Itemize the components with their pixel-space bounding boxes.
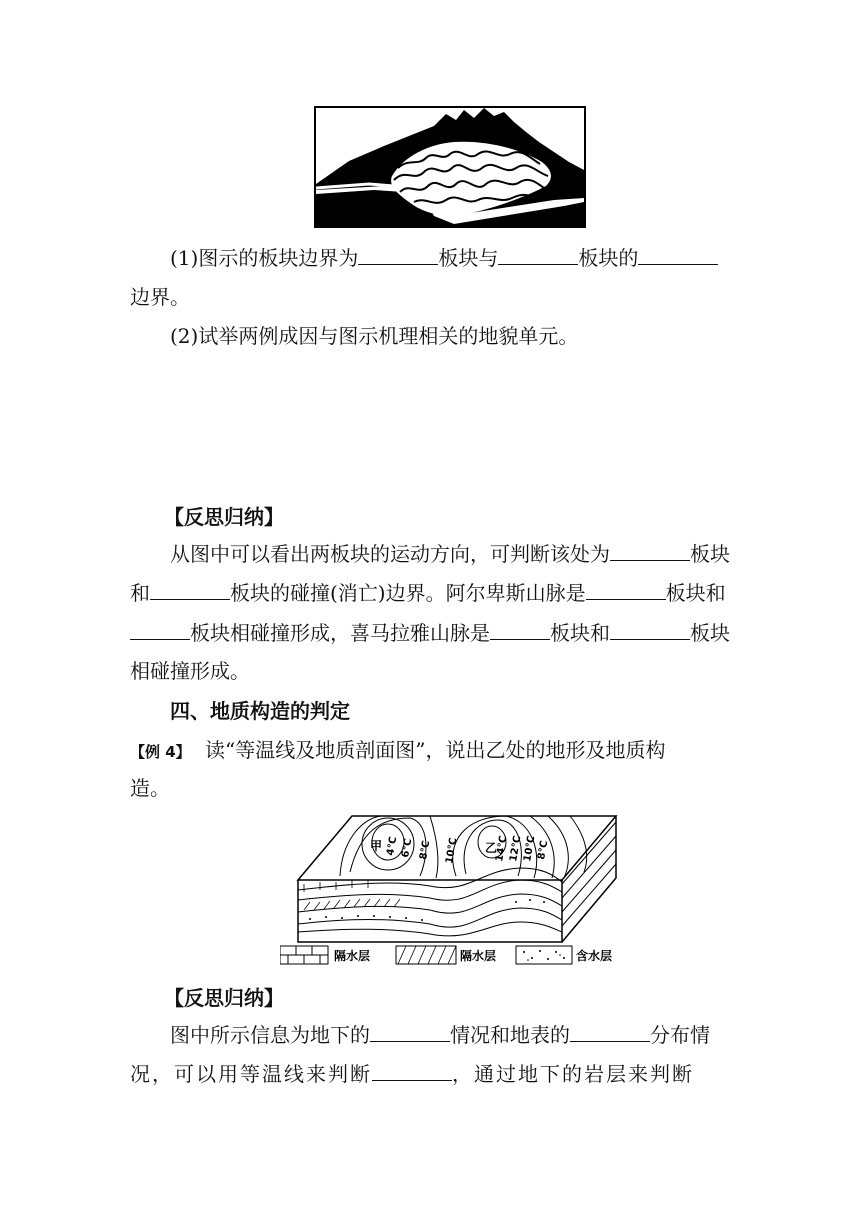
answer-blank[interactable] <box>370 1023 450 1042</box>
answer-blank[interactable] <box>610 542 690 561</box>
reflection-heading: 【反思归纳】 <box>164 505 284 529</box>
label-jia: 甲 <box>370 839 383 853</box>
reflection-2-line-2 <box>130 1062 694 1086</box>
text-run: 板块 <box>690 621 730 645</box>
legend-label: 含水层 <box>576 949 613 963</box>
answer-blank[interactable] <box>498 246 578 265</box>
q1-prefix: (1)图示的板块边界为 <box>170 246 359 270</box>
isotherm-label: 6℃ <box>400 837 415 859</box>
isotherm-label: 10℃ <box>522 834 538 863</box>
text-run: 和 <box>130 581 150 605</box>
section-heading: 四、地质构造的判定 <box>170 699 350 723</box>
answer-blank[interactable] <box>358 246 438 265</box>
q1-mid2: 板块的 <box>578 246 639 270</box>
text-run: 分布情 <box>650 1023 710 1047</box>
answer-blank[interactable] <box>638 246 718 265</box>
reflection-1-line-2 <box>130 581 726 605</box>
question-1 <box>170 246 718 270</box>
answer-blank[interactable] <box>130 621 190 640</box>
text-run: 图中所示信息为地下的 <box>170 1023 370 1047</box>
reflection-2-line-1 <box>170 1023 710 1047</box>
plate-collision-diagram <box>314 106 586 228</box>
answer-blank[interactable] <box>372 1062 452 1081</box>
text-run: 板块的碰撞(消亡)边界。阿尔卑斯山脉是 <box>230 581 586 605</box>
question-2: (2)试举两例成因与图示机理相关的地貌单元。 <box>170 324 579 348</box>
reflection-1-line-1 <box>170 542 730 566</box>
reflection-heading: 【反思归纳】 <box>164 986 284 1010</box>
example-4 <box>130 738 665 764</box>
answer-blank[interactable] <box>586 581 666 600</box>
text-run: 况，可以用等温线来判断 <box>130 1062 372 1086</box>
isotherm-label: 4℃ <box>385 835 400 857</box>
reflection-1-line-3 <box>130 621 730 645</box>
q1-end: 边界。 <box>130 285 190 309</box>
answer-blank[interactable] <box>610 621 690 640</box>
isotherm-label: 8℃ <box>418 839 433 861</box>
text-run: 板块 <box>690 542 730 566</box>
example-label: 【例 4】 <box>130 743 191 761</box>
text-run: 板块和 <box>550 621 610 645</box>
legend <box>280 946 612 964</box>
isotherm-label: 10℃ <box>444 836 460 865</box>
isotherm-label: 12℃ <box>508 834 524 863</box>
answer-blank[interactable] <box>490 621 550 640</box>
answer-blank[interactable] <box>150 581 230 600</box>
isotherm-geology-diagram <box>280 812 630 972</box>
q1-mid1: 板块与 <box>438 246 499 270</box>
example-4-cont: 造。 <box>130 776 170 800</box>
reflection-1-line-4: 相碰撞形成。 <box>130 659 250 683</box>
isotherm-label: 8℃ <box>536 839 551 861</box>
answer-blank[interactable] <box>570 1023 650 1042</box>
text-run: 情况和地表的 <box>450 1023 570 1047</box>
text-run: ，通过地下的岩层来判断 <box>452 1062 694 1086</box>
text-run: 从图中可以看出两板块的运动方向，可判断该处为 <box>170 542 610 566</box>
text-run: 板块相碰撞形成，喜马拉雅山脉是 <box>190 621 490 645</box>
legend-label: 隔水层 <box>460 949 497 963</box>
label-yi: 乙 <box>485 841 498 855</box>
isotherm-label: 14℃ <box>494 834 510 863</box>
legend-label: 隔水层 <box>334 949 371 963</box>
text-run: 板块和 <box>665 581 726 605</box>
example-text: 读“等温线及地质剖面图”，说出乙处的地形及地质构 <box>205 738 666 762</box>
